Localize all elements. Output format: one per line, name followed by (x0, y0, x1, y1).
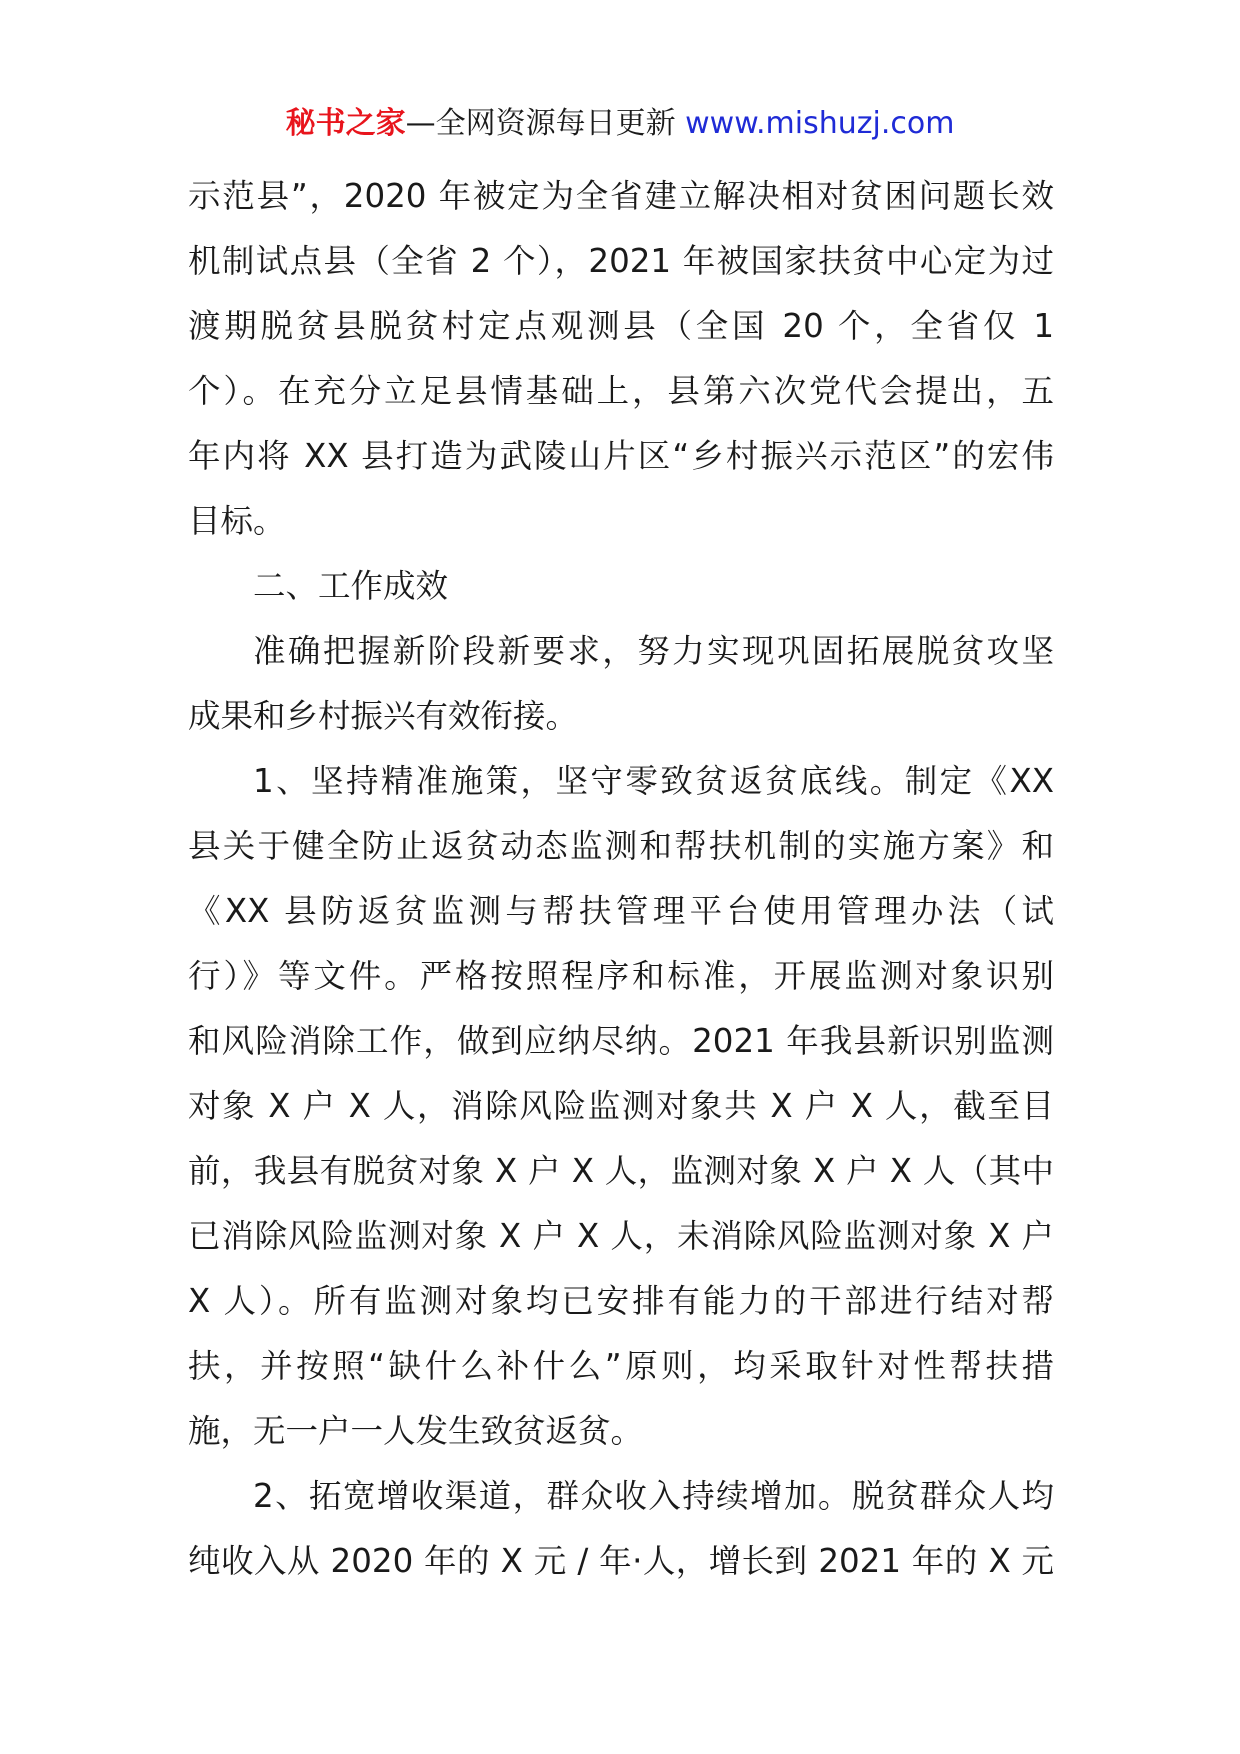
text-line: 个）。在充分立足县情基础上，县第六次党代会提出，五 (188, 372, 1054, 410)
text-line: 准确把握新阶段新要求，努力实现巩固拓展脱贫攻坚 (253, 632, 1054, 670)
text-line: 2、拓宽增收渠道，群众收入持续增加。脱贫群众人均 (253, 1477, 1054, 1515)
text-line: 机制试点县（全省 2 个），2021 年被国家扶贫中心定为过 (188, 242, 1054, 280)
text-line: 已消除风险监测对象 X 户 X 人，未消除风险监测对象 X 户 (188, 1217, 1054, 1255)
text-line: 和风险消除工作，做到应纳尽纳。2021 年我县新识别监测 (188, 1022, 1054, 1060)
text-line: 《XX 县防返贫监测与帮扶管理平台使用管理办法（试 (188, 892, 1054, 930)
text-line: 施，无一户一人发生致贫返贫。 (188, 1412, 644, 1450)
text-line: 对象 X 户 X 人，消除风险监测对象共 X 户 X 人，截至目 (188, 1087, 1054, 1125)
text-line: 示范县”，2020 年被定为全省建立解决相对贫困问题长效 (188, 177, 1054, 215)
text-line: 二、工作成效 (253, 567, 449, 605)
site-url-link[interactable]: www.mishuzj.com (685, 106, 955, 141)
text-line: 县关于健全防止返贫动态监测和帮扶机制的实施方案》和 (188, 827, 1054, 865)
brand-name: 秘书之家 (285, 106, 406, 141)
text-line: 行）》等文件。严格按照程序和标准，开展监测对象识别 (188, 957, 1054, 995)
text-line: 目标。 (188, 502, 286, 540)
text-line: 1、坚持精准施策，坚守零致贫返贫底线。制定《XX (253, 762, 1054, 800)
text-line: 年内将 XX 县打造为武陵山片区“乡村振兴示范区”的宏伟 (188, 437, 1054, 475)
document-body (188, 164, 1054, 1594)
header-tagline: —全网资源每日更新 (405, 106, 676, 141)
text-line: 渡期脱贫县脱贫村定点观测县（全国 20 个，全省仅 1 (188, 307, 1054, 345)
text-line: 成果和乡村振兴有效衔接。 (188, 697, 579, 735)
text-line: 前，我县有脱贫对象 X 户 X 人，监测对象 X 户 X 人（其中 (188, 1152, 1054, 1190)
text-line: 纯收入从 2020 年的 X 元 / 年·人，增长到 2021 年的 X 元 (188, 1542, 1054, 1580)
text-line: 扶，并按照“缺什么补什么”原则，均采取针对性帮扶措 (188, 1347, 1054, 1385)
page-header (0, 102, 1240, 146)
text-line: X 人）。所有监测对象均已安排有能力的干部进行结对帮 (188, 1282, 1054, 1320)
